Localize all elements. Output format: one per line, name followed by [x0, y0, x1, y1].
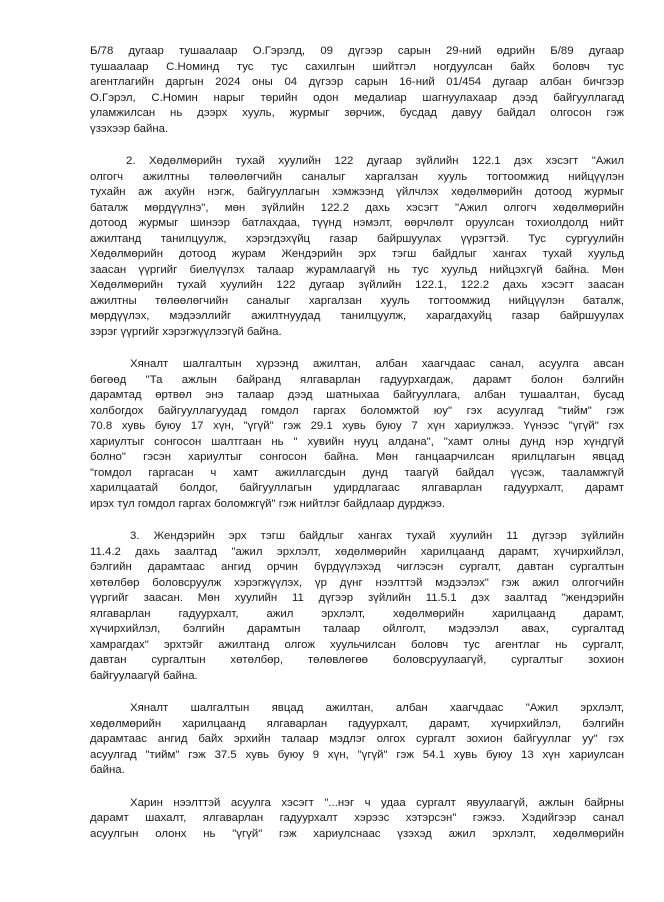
paragraph-1 — [90, 44, 624, 137]
text-line: харилцаатай болдог, байгууллагын удирдлагаас ялгаварлан гадуурхалт, дарамт — [90, 482, 624, 494]
text-line: Хяналт шалгалтын явцад ажилтан, албан хаагчдаас "Ажил эрхлэлт, — [130, 702, 624, 714]
text-line: хамрагдах" эрхтэйг ажилтанд олгож хуульчилсан боловч тус агентлаг нь сургалт, — [90, 638, 624, 651]
text-line: үүргийг заасан. Мөн хуулийн 11 дүгээр зүйлийн 11.5.1 дэх заалтад "жендэрийн — [90, 592, 624, 604]
text-line: хөтөлбөр боловсруулж хэрэгжүүлэх, үр дүнг нээлттэй мэдээлэх" гэж ажил олгогчийн — [90, 576, 624, 589]
paragraph-6 — [90, 796, 624, 843]
text-line: мөрдүүлэх, мэдээллийг ажилтнуудад танилцуулж, харагдахуйц газар байршуулах — [90, 310, 624, 322]
text-line: дотоод журмыг шинээр батлахдаа, түүнд нэмэлт, өөрчлөлт оруулсан тохиолдолд нийт — [90, 217, 624, 229]
text-line: "гомдол гаргасан ч хамт ажиллагсдын дунд таагүй байдал үүсэж, тааламжгүй — [90, 466, 624, 479]
text-line: дарамтад өртвөл энэ талаар дээд шатныхаа байгууллага, албан тушаалтан, бусад — [90, 389, 624, 401]
text-line: тухайн аж ахуйн нэгж, байгууллагын хэмжээнд үйлчлэх хөдөлмөрийн дотоод журмыг — [90, 186, 624, 198]
text-line: дарамтаас ангид байх эрхийн талаар мэдлэг олгох сургалт зохион байгууллаг уу" гэх — [90, 733, 624, 745]
text-line: агентлагийн даргын 2024 оны 04 дүгээр сарын 16-ний 01/454 дугаар албан бичгээр — [90, 76, 624, 88]
text-line: Хяналт шалгалтын хүрээнд ажилтан, албан хаагчдаас санал, асуулга авсан — [130, 358, 624, 370]
text-line: олгогч ажилтны төлөөлөгчийн саналыг харгалзан хууль тогтоомжид нийцүүлэн — [90, 170, 624, 183]
text-line: ирэх тул гомдол гаргах боломжгүй" гэж нийтлэг байдлаар дурджээ. — [90, 497, 445, 510]
text-line: байгуулаагүй байна. — [90, 669, 198, 682]
text-line: Хөдөлмөрийн тухай хуулийн 122 дугаар зүйлийн 122.1, 122.2 дахь хэсэгт заасан — [90, 279, 624, 291]
text-line: дарамт шахалт, ялгаварлан гадуурхалт хэрээс хэтэрсэн" гэжээ. Хэдийгээр санал — [90, 812, 624, 824]
text-line: Хөдөлмөрийн дотоод журам Жендэрийн эрх тэгш байдлыг хангах тухай хуульд — [90, 248, 624, 260]
text-line: баталж мөрдүүлнэ", мөн зүйлийн 122.2 дахь хэсэгт "Ажил олгогч хөдөлмөрийн — [90, 201, 624, 214]
text-line: асуулгын олонх нь "үгүй" гэж хариулснаас үзэхэд ажил эрхлэлт, хөдөлмөрийн — [90, 827, 624, 840]
text-line: бөгөөд "Та ажлын байранд ялгаварлан гадуурхагдаж, дарамт болон бэлгийн — [90, 373, 624, 386]
text-line: хөдөлмөрийн харилцаанд ялгаварлан гадуурхалт, дарамт, хүчирхийлэл, бэлгийн — [90, 717, 624, 730]
paragraph-2 — [90, 154, 624, 340]
text-line: 3. Жендэрийн эрх тэгш байдлыг хангах тухай хуулийн 11 дүгээр зүйлийн — [130, 530, 624, 542]
text-line: тушаалаар С.Номинд тус тус сахилгын шийтгэл ногдуулсан байх боловч тус — [90, 60, 624, 73]
text-line: ялгаварлан гадуурхалт, ажил эрхлэлт, хөдөлмөрийн харилцаанд дарамт, — [90, 607, 624, 620]
text-line: Харин нээлттэй асуулга хэсэгт "...нэг ч удаа сургалт явуулаагүй, ажлын байрны — [130, 796, 624, 809]
text-line: ажилтанд танилцуулж, хэрэгдэхүйц газар байршуулах үүрэгтэй. Тус сургуулийн — [90, 232, 624, 245]
text-line: Б/78 дугаар тушаалаар О.Гэрэлд, 09 дүгээр сарын 29-ний өдрийн Б/89 дугаар — [90, 45, 624, 57]
text-line: О.Гэрэл, С.Номин нарыг төрийн одон медалиар шагнуулахаар дээд байгууллагад — [90, 91, 624, 104]
text-line: хүчирхийлэл, бэлгийн дарамтын талаар ойлголт, мэдээлэл авах, сургалтад — [90, 623, 624, 635]
text-line: 2. Хөдөлмөрийн тухай хуулийн 122 дугаар зүйлийн 122.1 дэх хэсэгт "Ажил — [126, 155, 624, 167]
paragraph-5 — [90, 701, 624, 779]
text-line: үзэхээр байна. — [90, 122, 169, 135]
text-line: болно" гэсэн хариултыг сонгосон байна. Мөн ганцаарчилсан ярилцлагын явцад — [90, 451, 624, 463]
text-line: заасан үүргийг биелүүлэх талаар журамлаагүй нь тус хуульд нийцэхгүй байна. Мөн — [90, 263, 624, 276]
text-line: бэлгийн дарамтаас ангид орчин бүрдүүлэхэд чиглэсэн сургалт, давтан сургалтын — [90, 561, 624, 573]
text-line: байна. — [90, 764, 125, 776]
text-line: зэрэг үүргийг хэрэгжүүлээгүй байна. — [90, 325, 282, 338]
document-page — [90, 44, 624, 859]
text-line: 11.4.2 дахь заалтад "ажил эрхлэлт, хөдөлмөрийн харилцаанд дарамт, хүчирхийлэл, — [90, 545, 624, 558]
text-line: ажилтны төлөөлөгчийн саналыг харгалзан хууль тогтоомжид нийцүүлэн баталж, — [90, 294, 624, 307]
text-line: холбогдох байгууллагуудад гомдол гаргах боломжтой юу" гэх асуулгад "тийм" гэж — [90, 404, 624, 417]
text-line: асуулгад "тийм" гэж 37.5 хувь буюу 9 хүн, "үгүй" гэж 54.1 хувь буюу 13 хүн хариулсан — [90, 748, 624, 761]
text-line: уламжилсан нь дээрх хууль, журмыг зөрчиж, бусдад давуу байдал олгосон гэж — [90, 107, 624, 119]
paragraph-4 — [90, 529, 624, 684]
text-line: хариултыг сонгосон шалтгаан нь " хувийн нууц алдана", "хамт олны дунд нэр хүндгүй — [90, 435, 624, 448]
text-line: 70.8 хувь буюу 17 хүн, "үгүй" гэж 29.1 хувь буюу 7 хүн хариулжээ. Үүнээс "үгүй" гэх — [90, 420, 624, 432]
text-line: давтан сургалтын хөтөлбөр, төлөвлөгөө боловсруулаагүй, сургалтыг зохион — [90, 654, 624, 666]
paragraph-3 — [90, 357, 624, 512]
